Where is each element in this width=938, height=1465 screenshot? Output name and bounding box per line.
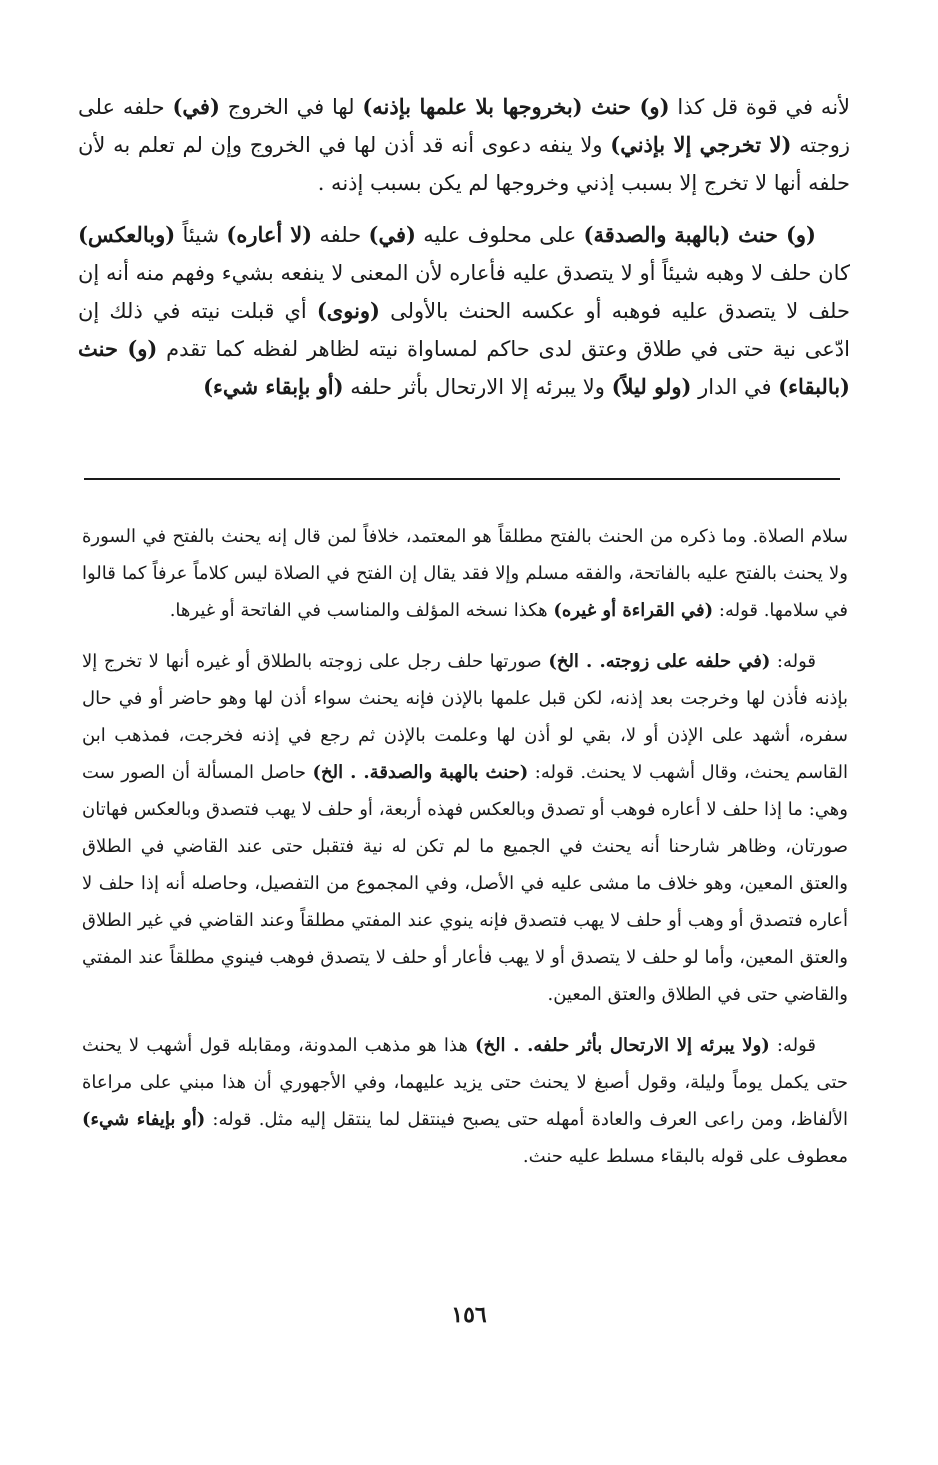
- bold-phrase: (أو بإبقاء شيء): [203, 374, 344, 399]
- commentary-paragraph-2: [82, 643, 848, 1013]
- bold-phrase: (ولو ليلاً): [611, 374, 692, 399]
- commentary-paragraph-3: [82, 1027, 848, 1175]
- text-run: لأنه في قوة قل كذا: [669, 95, 851, 119]
- text-run: حلفه على زوجته: [78, 95, 850, 157]
- bold-phrase: (وبالعكس): [78, 222, 176, 247]
- bold-phrase: (في): [172, 94, 220, 119]
- bold-phrase: (حنث بالهبة والصدقة. . الخ): [312, 762, 529, 783]
- bold-phrase: (لا أعاره): [226, 222, 313, 247]
- text-run: أي قبلت نيته في ذلك إن ادّعى نية حتى في طلاق وعتق لدى حاكم لمساواة نيته لظاهر لفظه كما تقدم: [78, 299, 850, 361]
- bold-phrase: (في): [368, 222, 416, 247]
- bold-phrase: (في القراءة أو غيره): [553, 600, 714, 621]
- bold-phrase: (و) حنث (بالبقاء): [78, 336, 850, 399]
- commentary-block: [82, 518, 848, 1175]
- text-run: شيئاً: [175, 223, 227, 247]
- bold-phrase: (في حلفه على زوجته. . الخ): [548, 651, 771, 672]
- bold-phrase: (ونوى): [316, 298, 380, 323]
- text-run: هكذا نسخه المؤلف والمناسب في الفاتحة أو غيرها.: [169, 600, 554, 621]
- text-run: قوله:: [769, 1035, 816, 1056]
- text-run: على محلوف عليه: [415, 223, 584, 247]
- text-run: قوله:: [770, 651, 817, 672]
- bold-phrase: (و) حنث (بالهبة والصدقة): [583, 222, 816, 247]
- main-paragraph-2: [78, 216, 850, 406]
- main-paragraph-1: [78, 88, 850, 202]
- text-run: ولا ينفه دعوى أنه قد أذن لها في الخروج وإن لم تعلم به لأن حلفه أنها لا تخرج إلا بسبب إذني وخروجها لم يكن بسبب إذنه .: [78, 133, 850, 195]
- text-run: لها في الخروج: [219, 95, 363, 119]
- text-run: معطوف على قوله بالبقاء مسلط عليه حنث.: [522, 1146, 848, 1167]
- main-text-block: [78, 88, 850, 406]
- text-run: ولا يبرئه إلا الارتحال بأثر حلفه: [343, 375, 612, 399]
- text-run: كان حلف لا وهبه شيئاً أو لا يتصدق عليه فأعاره لأن المعنى لا ينفعه بشيء وفهم منه أنه إن حلف لا يتصدق عليه فوهبه أو عكسه الحنث بالأولى: [78, 261, 851, 323]
- footnote-separator: [84, 478, 840, 480]
- text-run: في الدار: [691, 375, 779, 399]
- text-run: صورتها حلف رجل على زوجته بالطلاق أو غيره أنها لا تخرج إلا بإذنه فأذن لها وخرجت بعد إذنه، لكن قبل علمها بالإذن فإنه يحنث سواء أذن لها وهو حاضر أو في حال سفره، أشهد على الإذن أو لا، بقي لو أذن لها وعلمت بالإذن ثم رجع في إذنه فخرجت، فمذهب ابن القاسم يحنث، وقال أشهب لا يحنث. قوله:: [82, 651, 848, 783]
- page-number: ١٥٦: [451, 1302, 487, 1328]
- bold-phrase: (أو بإيفاء شيء): [82, 1109, 206, 1130]
- text-run: حلفه: [312, 223, 369, 247]
- bold-phrase: (و) حنث (بخروجها بلا علمها بإذنه): [362, 94, 670, 119]
- text-run: حاصل المسألة أن الصور ست وهي: ما إذا حلف لا أعاره فوهب أو تصدق وبالعكس فهذه أربعة، أو حلف لا يهب فتصدق وبالعكس فهاتان صورتان، وظاهر شارحنا أنه يحنث في الجميع ما لم تكن له نية فتقبل حتى عند القاضي في الطلاق والعتق المعين، وهو خلاف ما مشى عليه في الأصل، وفي المجموع من التفصيل، وحاصله أنه إذا حلف لا أعاره فتصدق أو وهب أو حلف لا يهب فتصدق فإنه ينوي عند المفتي مطلقاً وعند القاضي في غير الطلاق والعتق المعين، وأما لو حلف لا يتصدق أو لا يهب فأعار أو حلف لا يتصدق فوهب فينوي مطلقاً عند المفتي والقاضي حتى في الطلاق والعتق المعين.: [82, 762, 849, 1005]
- bold-phrase: (لا تخرجي إلا بإذني): [610, 132, 792, 157]
- bold-phrase: (ولا يبرئه إلا الارتحال بأثر حلفه. . الخ): [474, 1035, 770, 1056]
- commentary-paragraph-1: [82, 518, 848, 629]
- text-run: هذا هو مذهب المدونة، ومقابله قول أشهب لا يحنث حتى يكمل يوماً وليلة، وقول أصبغ لا يحنث حتى يزيد عليهما، وفي الأجهوري أن هذا مبني على مراعاة الألفاظ، ومن راعى العرف والعادة أمهله حتى يصبح فينتقل لما ينتقل إليه مثل. قوله:: [82, 1035, 848, 1130]
- text-run: سلام الصلاة. وما ذكره من الحنث بالفتح مطلقاً هو المعتمد، خلافاً لمن قال إنه يحنث بالفتح في السورة ولا يحنث بالفتح عليه بالفاتحة، والفقه مسلم وإلا فقد يقال إن الفتح في الصلاة ليس كلاماً عرفاً كما قالوا في سلامها. قوله:: [82, 526, 848, 621]
